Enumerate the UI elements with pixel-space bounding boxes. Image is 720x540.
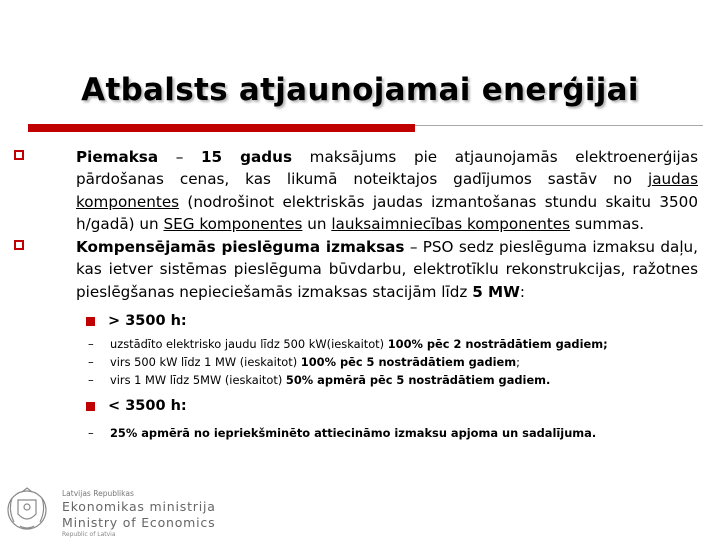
text-segment: un	[302, 215, 332, 234]
filled-square-bullet-icon	[86, 317, 95, 326]
term-5mw: 5 MW	[472, 282, 520, 301]
list-item-text	[110, 337, 608, 351]
dash-bullet: –	[88, 337, 94, 351]
text-segment: –	[158, 148, 201, 166]
list-item-text	[110, 373, 550, 387]
text-segment: ;	[516, 355, 520, 369]
sub-bullet-label: > 3500 h:	[108, 313, 187, 329]
term-duration: 15 gadus	[200, 148, 293, 166]
text-emphasis: 50% apmērā pēc 5 nostrādātiem gadiem.	[285, 373, 551, 387]
logo-caption-top: Latvijas Republikas	[62, 489, 134, 498]
ministry-name-en: Ministry of Economics	[62, 515, 216, 530]
sub-bullet-label: < 3500 h:	[108, 398, 187, 414]
ministry-name-lv: Ekonomikas ministrija	[62, 499, 216, 514]
text-segment: virs 1 MW līdz 5MW (ieskaitot)	[110, 373, 286, 387]
text-segment: – PSO sedz pieslēguma izmaksu daļu, kas ietver sistēmas pieslēguma būvdarbu, elektrotīklu rekonstrukcijas, ražotnes pieslēgšanas nepieciešamās izmaksas stacijām līdz	[76, 238, 698, 301]
bullet-text	[76, 146, 698, 236]
filled-square-bullet-icon	[86, 402, 95, 411]
slide-title: Atbalsts atjaunojamai enerģijai	[81, 72, 639, 108]
text-segment: summas.	[570, 215, 645, 234]
text-emphasis: 100% pēc 5 nostrādātiem gadiem	[300, 355, 517, 369]
text-segment: uzstādīto elektrisko jaudu līdz 500 kW(ieskaitot)	[110, 337, 388, 351]
bullet-text	[76, 236, 698, 303]
term-piemaksa: Piemaksa	[76, 148, 159, 166]
dash-bullet: –	[88, 426, 94, 440]
term-connection-costs: Kompensējamās pieslēguma izmaksas	[76, 238, 405, 256]
text-segment: virs 500 kW līdz 1 MW (ieskaitot)	[110, 355, 301, 369]
hollow-square-bullet-icon	[14, 240, 24, 250]
text-emphasis: 100% pēc 2 nostrādātiem gadiem;	[387, 337, 608, 351]
term-capacity-component: jaudas komponentes	[76, 170, 698, 211]
coat-of-arms-logo-icon	[4, 486, 50, 532]
logo-caption-bottom: Republic of Latvia	[62, 531, 116, 538]
dash-bullet: –	[88, 355, 94, 369]
title-accent-bar	[28, 124, 415, 132]
term-agriculture-component: lauksaimniecības komponentes	[331, 215, 571, 234]
text-segment: (nodrošinot elektriskās jaudas izmantošanas stundu skaitu 3500 h/gadā) un	[76, 192, 698, 234]
text-segment: maksājums pie atjaunojamās elektroenerģijas pārdošanas cenas, kas likumā noteiktajos gadījumos sastāv no	[76, 148, 698, 189]
hollow-square-bullet-icon	[14, 150, 24, 160]
text-segment: :	[519, 282, 526, 301]
list-item-text: 25% apmērā no iepriekšminēto attiecināmo izmaksu apjoma un sadalījuma.	[110, 426, 597, 440]
dash-bullet: –	[88, 373, 94, 387]
list-item-text	[110, 355, 520, 369]
term-seg-component: SEG komponentes	[163, 215, 303, 234]
